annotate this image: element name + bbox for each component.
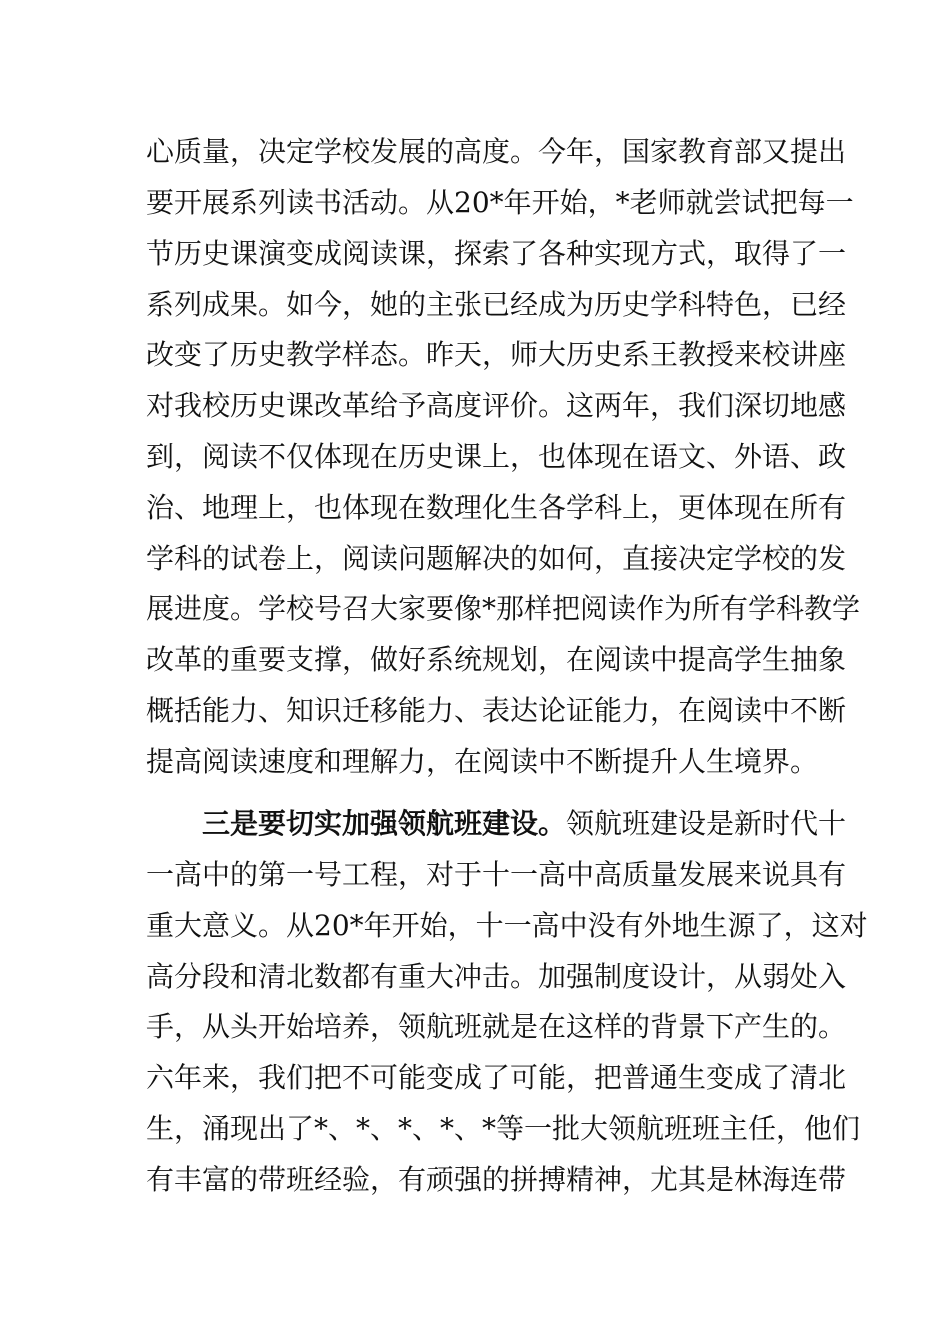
text-line: 学科的试卷上，阅读问题解决的如何，直接决定学校的发 [146, 542, 847, 575]
text-line: 心质量，决定学校发展的高度。今年，国家教育部又提出 [146, 135, 847, 168]
text-line: 系列成果。如今，她的主张已经成为历史学科特色，已经 [146, 288, 847, 321]
text-line: 展进度。学校号召大家要像*那样把阅读作为所有学科教学 [146, 592, 861, 625]
text-line: 对我校历史课改革给予高度评价。这两年，我们深切地感 [146, 389, 847, 422]
text-line: 节历史课演变成阅读课，探索了各种实现方式，取得了一 [146, 237, 847, 270]
text-line: 概括能力、知识迁移能力、表达论证能力，在阅读中不断 [146, 694, 847, 727]
text-line: 六年来，我们把不可能变成了可能，把普通生变成了清北 [146, 1061, 847, 1094]
text-line: 改革的重要支撑，做好系统规划，在阅读中提高学生抽象 [146, 643, 847, 676]
text-line: 改变了历史教学样态。昨天，师大历史系王教授来校讲座 [146, 338, 847, 371]
text-line: 一高中的第一号工程，对于十一高中高质量发展来说具有 [146, 858, 847, 891]
text-line: 治、地理上，也体现在数理化生各学科上，更体现在所有 [146, 491, 847, 524]
text-line: 有丰富的带班经验，有顽强的拼搏精神，尤其是林海连带 [146, 1163, 847, 1196]
text-line: 手，从头开始培养，领航班就是在这样的背景下产生的。 [146, 1010, 847, 1043]
text-line: 重大意义。从20*年开始，十一高中没有外地生源了，这对 [146, 909, 868, 942]
text-line: 要开展系列读书活动。从20*年开始，*老师就尝试把每一 [146, 186, 854, 219]
paragraph-first-line [202, 804, 847, 844]
text-line: 高分段和清北数都有重大冲击。加强制度设计，从弱处入 [146, 960, 847, 993]
text-run: 领航班建设是新时代十 [566, 807, 847, 840]
text-line: 到，阅读不仅体现在历史课上，也体现在语文、外语、政 [146, 440, 847, 473]
text-line: 提高阅读速度和理解力，在阅读中不断提升人生境界。 [146, 745, 819, 778]
section-heading: 三是要切实加强领航班建设。 [202, 807, 567, 840]
text-line: 生，涌现出了*、*、*、*、*等一批大领航班班主任，他们 [146, 1112, 861, 1145]
